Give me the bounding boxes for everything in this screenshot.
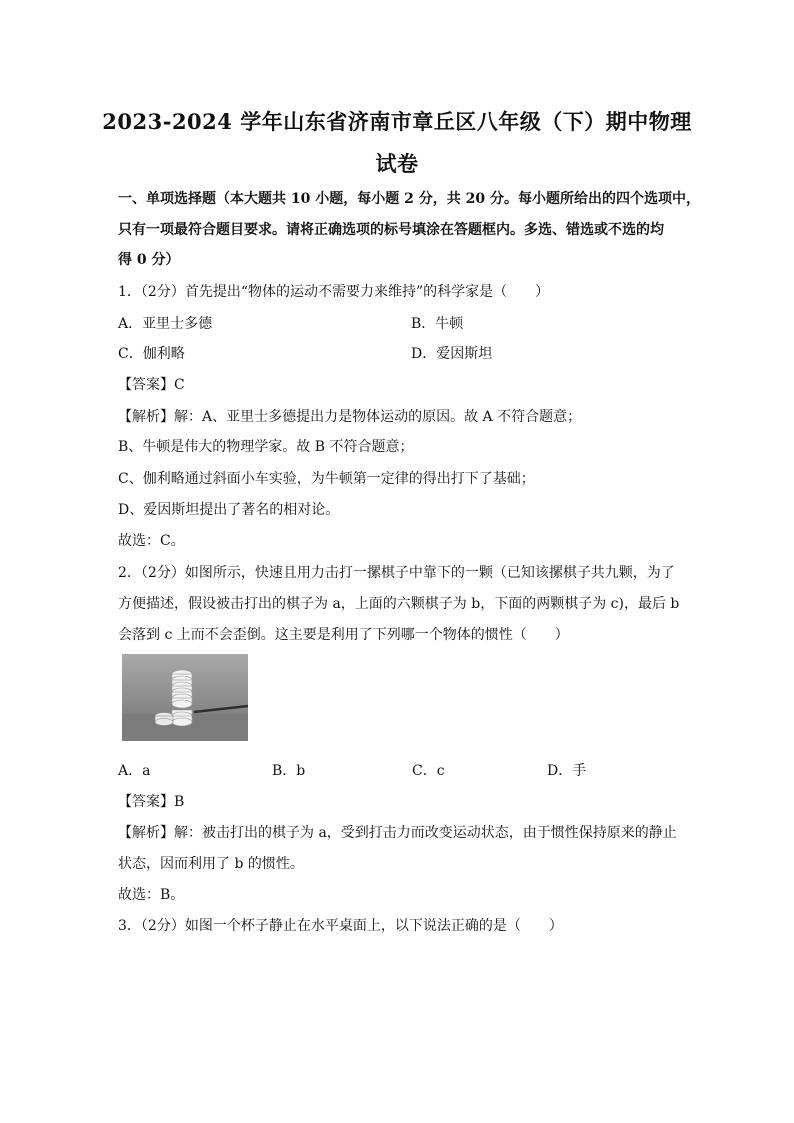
q2-stem-line2: 方便描述，假设被击打出的棋子为 a，上面的六颗棋子为 b，下面的两颗棋子为 c)，最后 b [118,596,680,612]
q1-option-b: B．牛顿 [411,316,464,332]
q2-option-c: C．c [412,763,445,779]
section-heading-line2: 只有一项最符合题目要求。请将正确选项的标号填涂在答题框内。多选、错选或不选的均 [118,222,664,238]
q2-option-b: B．b [272,763,306,779]
q1-conclusion: 故选：C。 [118,533,185,549]
q1-option-d: D．爱因斯坦 [411,346,493,362]
q1-option-c: C．伽利略 [118,346,185,362]
q2-answer: 【答案】B [118,794,185,810]
q1-stem: 1．（2分）首先提出“物体的运动不需要力来维持”的科学家是（ ） [118,284,550,300]
q2-option-a: A．a [118,763,151,779]
q1-option-a: A．亚里士多德 [118,316,213,332]
doc-title-line1: 2023-2024 学年山东省济南市章丘区八年级（下）期中物理 [102,109,692,134]
q2-stem-line3: 会落到 c 上而不会歪倒。这主要是利用了下列哪一个物体的惯性（ ） [118,627,569,643]
q1-analysis-line2: B、牛顿是伟大的物理学家。故 B 不符合题意； [118,439,414,455]
doc-title-line2: 试卷 [375,151,419,176]
q2-conclusion: 故选：B。 [118,887,185,903]
q2-stem-line1: 2．（2分）如图所示，快速且用力击打一摞棋子中靠下的一颗（已知该摞棋子共九颗，为了 [118,565,675,581]
q2-analysis-line2: 状态，因而利用了 b 的惯性。 [118,856,304,872]
q1-analysis-line3: C、伽利略通过斜面小车实验，为牛顿第一定律的得出打下了基础； [118,471,535,487]
q1-answer: 【答案】C [118,377,185,393]
section-heading-line3: 得 0 分） [118,252,180,268]
q1-analysis-line4: D、爱因斯坦提出了著名的相对论。 [118,502,340,518]
q2-analysis-line1: 【解析】解：被击打出的棋子为 a，受到打击力而改变运动状态，由于惯性保持原来的静止 [118,825,677,841]
stacked-checkers-photo [122,654,248,741]
q2-option-d: D．手 [547,763,587,779]
q3-stem: 3．（2分）如图一个杯子静止在水平桌面上，以下说法正确的是（ ） [118,918,563,934]
section-heading-line1: 一、单项选择题（本大题共 10 小题，每小题 2 分，共 20 分。每小题所给出的四个选项中， [118,191,700,207]
q1-analysis-line1: 【解析】解：A、亚里士多德提出力是物体运动的原因。故 A 不符合题意； [118,409,582,425]
